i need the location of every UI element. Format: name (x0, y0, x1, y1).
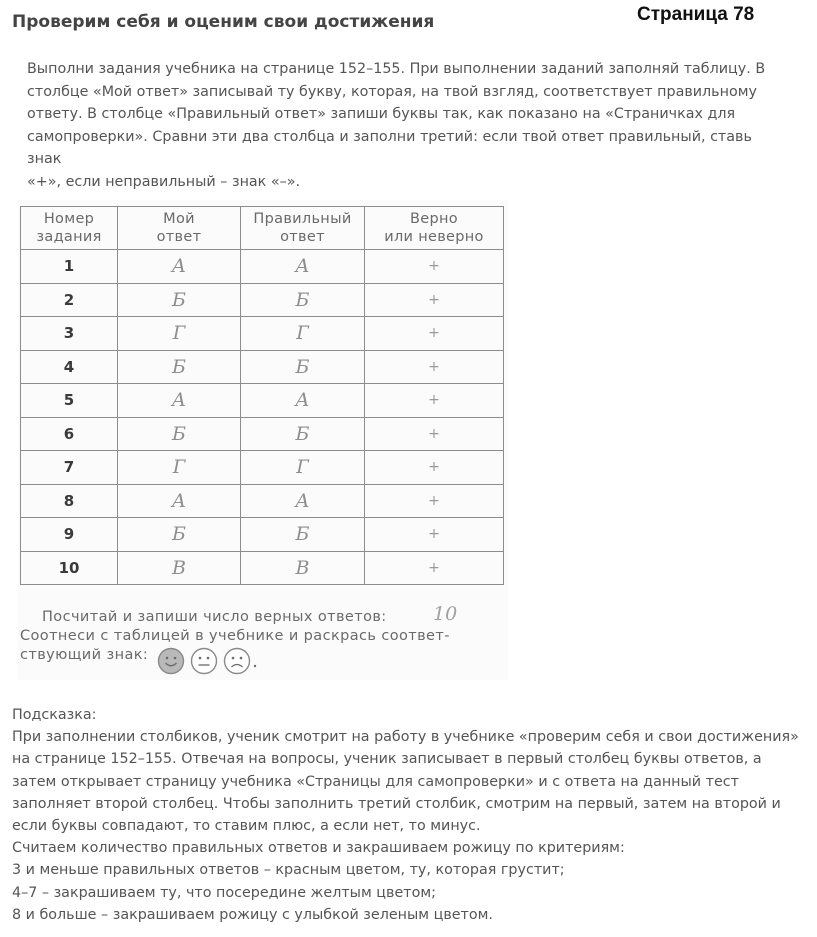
result-mark: + (365, 317, 504, 351)
result-mark: + (365, 283, 504, 317)
hint-line: если буквы совпадают, то ставим плюс, а если нет, то минус. (12, 818, 481, 835)
result-mark: + (365, 350, 504, 384)
answers-table (20, 206, 504, 585)
my-answer: Б (118, 283, 241, 317)
correct-answer: Г (241, 317, 365, 351)
my-answer: А (118, 250, 241, 284)
hint-line: затем открывает страницу учебника «Страницы для самопроверки» и с ответа на данный тест (12, 773, 739, 790)
result-mark: + (365, 250, 504, 284)
task-number: 10 (21, 551, 118, 585)
hint-line: Считаем количество правильных ответов и закрашиваем рожицу по критериям: (12, 840, 625, 857)
header-correct-answer (241, 207, 365, 250)
table-row (21, 451, 504, 485)
table-row (21, 551, 504, 585)
header-text: Правильный (253, 211, 352, 227)
result-mark: + (365, 551, 504, 585)
hint-title: Подсказка: (12, 707, 97, 723)
hint-line: 8 и больше – закрашиваем рожицу с улыбкой зеленым цветом. (12, 906, 493, 923)
relate-instruction-line2: ствующий знак: (20, 647, 149, 663)
instructions-line: «+», если неправильный – знак «–». (27, 173, 301, 190)
header-text: задания (36, 229, 102, 245)
task-number: 5 (21, 384, 118, 418)
happy-face-icon[interactable] (159, 649, 184, 674)
task-number: 2 (21, 283, 118, 317)
hint-line: заполняет второй столбец. Чтобы заполнить третий столбик, смотрим на первый, затем на второй и (12, 795, 781, 812)
correct-answer: А (241, 384, 365, 418)
table-row (21, 384, 504, 418)
my-answer: А (118, 484, 241, 518)
worksheet-scan (18, 200, 508, 680)
table-row (21, 250, 504, 284)
result-mark: + (365, 451, 504, 485)
table-row (21, 350, 504, 384)
hint-line: 3 и меньше правильных ответов – красным цветом, ту, которая грустит; (12, 862, 565, 879)
count-label: Посчитай и запиши число верных ответов: (42, 609, 387, 625)
table-row (21, 518, 504, 552)
instructions (27, 58, 787, 193)
task-number: 7 (21, 451, 118, 485)
header-text: ответ (156, 229, 202, 245)
my-answer: Б (118, 417, 241, 451)
table-header-row (21, 207, 504, 250)
instructions-line: самопроверки». Сравни эти два столбца и заполни третий: если твой ответ правильный, ставь знак (27, 128, 752, 167)
my-answer: Г (118, 451, 241, 485)
header-my-answer (118, 207, 241, 250)
header-text: ответ (280, 229, 325, 245)
page-title: Проверим себя и оценим свои достижения (12, 12, 435, 32)
instructions-line: столбце «Мой ответ» записывай ту букву, которая, на твой взгляд, соответствует правильному (27, 83, 757, 100)
result-mark: + (365, 518, 504, 552)
page-number: Страница 78 (637, 4, 755, 25)
table-row (21, 417, 504, 451)
table-row (21, 317, 504, 351)
my-answer: В (118, 551, 241, 585)
correct-answer: А (241, 250, 365, 284)
task-number: 6 (21, 417, 118, 451)
instructions-line: ответу. В столбце «Правильный ответ» запиши буквы так, как показано на «Страничках для (27, 106, 736, 122)
hint-line: на странице 152–155. Отвечая на вопросы, ученик записывает в первый столбец буквы ответов, а (12, 751, 762, 768)
task-number: 3 (21, 317, 118, 351)
task-number: 1 (21, 250, 118, 284)
header-task-number (21, 207, 118, 250)
task-number: 9 (21, 518, 118, 552)
period-dot (254, 665, 256, 667)
correct-answer: А (241, 484, 365, 518)
header-right-or-wrong (365, 207, 504, 250)
sad-face-icon[interactable] (225, 649, 250, 674)
table-row (21, 484, 504, 518)
hint-line: 4–7 – закрашиваем ту, что посередине желтым цветом; (12, 884, 436, 901)
hint-block (12, 704, 802, 926)
correct-answer: Г (241, 451, 365, 485)
my-answer: Б (118, 518, 241, 552)
hint-line: При заполнении столбиков, ученик смотрит на работу в учебнике «проверим себя и свои достижения» (12, 729, 799, 746)
result-mark: + (365, 417, 504, 451)
neutral-face-icon[interactable] (192, 649, 217, 674)
correct-answer: Б (241, 283, 365, 317)
table-row (21, 283, 504, 317)
header-text: Верно (410, 211, 458, 227)
task-number: 4 (21, 350, 118, 384)
correct-answer: Б (241, 350, 365, 384)
task-number: 8 (21, 484, 118, 518)
my-answer: Г (118, 317, 241, 351)
relate-instruction-line1: Соотнеси с таблицей в учебнике и раскрась соответ- (20, 628, 450, 644)
instructions-line: Выполни задания учебника на странице 152–155. При выполнении заданий заполняй таблицу. В (27, 61, 766, 77)
my-answer: А (118, 384, 241, 418)
result-mark: + (365, 384, 504, 418)
correct-answer: В (241, 551, 365, 585)
result-mark: + (365, 484, 504, 518)
header-text: Номер (43, 211, 95, 227)
my-answer: Б (118, 350, 241, 384)
header-text: Мой (163, 211, 195, 227)
count-value: 10 (433, 603, 458, 625)
header-text: или неверно (384, 229, 484, 245)
correct-answer: Б (241, 518, 365, 552)
correct-answer: Б (241, 417, 365, 451)
mood-faces (157, 646, 277, 676)
